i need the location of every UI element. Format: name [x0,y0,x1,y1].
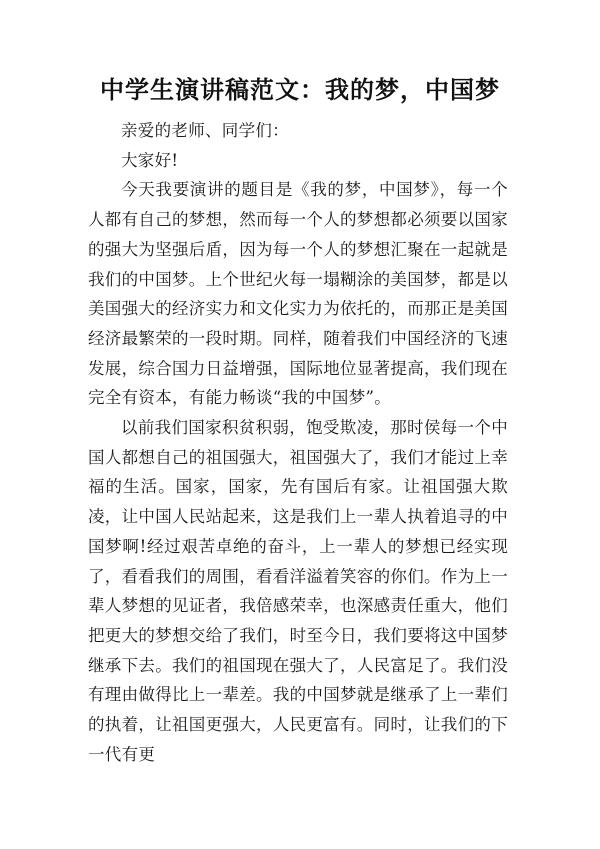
body-paragraph-2: 以前我们国家积贫积弱，饱受欺凌，那时侯每一个中国人都想自己的祖国强大，祖国强大了，我们才能过上幸福的生活。国家，国家，先有国后有家。让祖国强大欺凌，让中国人民站起来，这是我们上一辈人执着追寻的中国梦啊!经过艰苦卓绝的奋斗，上一辈人的梦想已经实现了，看看我们的周围，看看洋溢着笑容的你们。作为上一辈人梦想的见证者，我倍感荣幸，也深感责任重大，他们把更大的梦想交给了我们，时至今日，我们要将这中国梦继承下去。我们的祖国现在强大了，人民富足了。我们没有理由做得比上一辈差。我的中国梦就是继承了上一辈们的执着，让祖国更强大，人民更富有。同时，让我们的下一代有更 [88,418,508,764]
body-paragraph-1: 今天我要演讲的题目是《我的梦，中国梦》，每一个人都有自己的梦想，然而每一个人的梦想都必须要以国家的强大为坚强后盾，因为每一个人的梦想汇聚在一起就是我们的中国梦。上个世纪火每一塌糊涂的美国梦，都是以美国强大的经济实力和文化实力为依托的，而那正是美国经济最繁荣的一段时期。同样，随着我们中国经济的飞速发展，综合国力日益增强，国际地位显著提高，我们现在完全有资本，有能力畅谈“我的中国梦”。 [88,180,508,408]
greeting-paragraph: 大家好! [121,150,179,170]
document-body [88,116,508,769]
document-title: 中学生演讲稿范文：我的梦，中国梦 [100,76,500,104]
salutation-paragraph: 亲爱的老师、同学们： [121,121,289,140]
